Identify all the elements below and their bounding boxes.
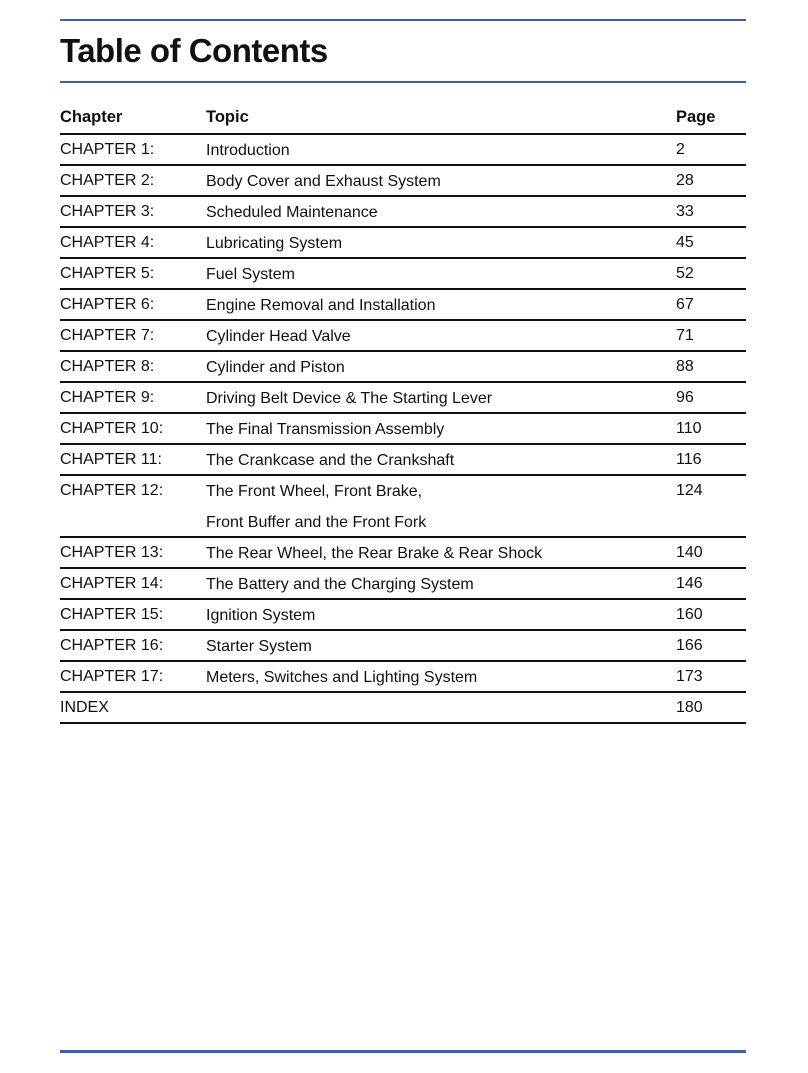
toc-row[interactable] — [60, 166, 746, 197]
toc-topic-text: Ignition System — [206, 607, 316, 624]
toc-chapter: CHAPTER 9: — [60, 389, 155, 406]
header-page: Page — [676, 108, 716, 126]
toc-topic-text: Cylinder Head Valve — [206, 328, 351, 345]
toc-page: 71 — [676, 327, 694, 344]
toc-topic-text: Fuel System — [206, 266, 295, 283]
toc-row[interactable] — [60, 631, 746, 662]
toc-topic — [206, 358, 676, 377]
toc-row[interactable] — [60, 383, 746, 414]
toc-chapter: CHAPTER 13: — [60, 544, 164, 561]
page-title: Table of Contents — [60, 32, 328, 69]
toc-row[interactable] — [60, 476, 746, 538]
bottom-rule — [60, 1050, 746, 1053]
toc-row[interactable] — [60, 445, 746, 476]
toc-table — [60, 102, 746, 724]
toc-page: 180 — [676, 699, 703, 716]
toc-topic — [206, 606, 676, 625]
toc-row[interactable] — [60, 569, 746, 600]
toc-row[interactable] — [60, 600, 746, 631]
toc-topic-text: The Front Wheel, Front Brake, — [206, 483, 423, 500]
toc-row[interactable] — [60, 538, 746, 569]
header-topic: Topic — [206, 108, 249, 126]
toc-row[interactable] — [60, 662, 746, 693]
toc-page: 96 — [676, 389, 694, 406]
toc-page: 166 — [676, 637, 703, 654]
toc-topic-text: The Crankcase and the Crankshaft — [206, 452, 455, 469]
toc-topic-text: The Battery and the Charging System — [206, 576, 474, 593]
toc-topic — [206, 420, 676, 439]
toc-chapter: INDEX — [60, 699, 109, 716]
toc-topic-text: Starter System — [206, 638, 312, 655]
toc-row[interactable] — [60, 135, 746, 166]
toc-chapter: CHAPTER 10: — [60, 420, 164, 437]
header-chapter: Chapter — [60, 108, 123, 126]
toc-topic — [206, 575, 676, 594]
toc-chapter: CHAPTER 3: — [60, 203, 155, 220]
toc-chapter: CHAPTER 14: — [60, 575, 164, 592]
toc-page: 116 — [676, 451, 702, 468]
toc-topic — [206, 668, 676, 687]
toc-chapter: CHAPTER 6: — [60, 296, 155, 313]
toc-topic-text: Scheduled Maintenance — [206, 204, 378, 221]
toc-chapter: CHAPTER 5: — [60, 265, 155, 282]
toc-page: 28 — [676, 172, 694, 189]
toc-topic — [206, 637, 676, 656]
toc-topic-text: The Rear Wheel, the Rear Brake & Rear Shock — [206, 545, 543, 562]
toc-row[interactable] — [60, 352, 746, 383]
toc-topic-text: Lubricating System — [206, 235, 343, 252]
toc-row[interactable] — [60, 414, 746, 445]
toc-topic-text: Meters, Switches and Lighting System — [206, 669, 478, 686]
toc-row[interactable] — [60, 197, 746, 228]
toc-chapter: CHAPTER 2: — [60, 172, 155, 189]
toc-chapter: CHAPTER 15: — [60, 606, 164, 623]
toc-topic — [206, 451, 676, 470]
toc-page: 124 — [676, 482, 703, 499]
toc-row[interactable] — [60, 693, 746, 724]
toc-page: 146 — [676, 575, 703, 592]
toc-topic — [206, 544, 676, 563]
toc-page: 140 — [676, 544, 703, 561]
toc-chapter: CHAPTER 17: — [60, 668, 164, 685]
toc-topic-text: Driving Belt Device & The Starting Lever — [206, 390, 493, 407]
toc-chapter: CHAPTER 12: — [60, 482, 164, 499]
toc-page: 110 — [676, 420, 702, 437]
toc-row[interactable] — [60, 259, 746, 290]
toc-topic — [206, 141, 676, 160]
toc-header-row — [60, 102, 746, 135]
top-rule — [60, 19, 746, 21]
toc-page: 173 — [676, 668, 703, 685]
toc-topic — [206, 327, 676, 346]
toc-topic-text: Body Cover and Exhaust System — [206, 173, 441, 190]
toc-page: 88 — [676, 358, 694, 375]
title-rule — [60, 81, 746, 83]
toc-page: 33 — [676, 203, 694, 220]
toc-chapter: CHAPTER 16: — [60, 637, 164, 654]
toc-page: 160 — [676, 606, 703, 623]
toc-chapter: CHAPTER 1: — [60, 141, 155, 158]
toc-chapter: CHAPTER 7: — [60, 327, 155, 344]
toc-topic-text: The Final Transmission Assembly — [206, 421, 445, 438]
toc-topic — [206, 389, 676, 408]
toc-page: 67 — [676, 296, 694, 313]
toc-chapter: CHAPTER 4: — [60, 234, 155, 251]
toc-topic — [206, 296, 676, 315]
toc-page: 45 — [676, 234, 694, 251]
toc-row[interactable] — [60, 321, 746, 352]
toc-topic — [206, 234, 676, 253]
toc-row[interactable] — [60, 290, 746, 321]
toc-topic — [206, 265, 676, 284]
toc-topic-text: Introduction — [206, 142, 290, 159]
toc-row[interactable] — [60, 228, 746, 259]
toc-chapter: CHAPTER 8: — [60, 358, 155, 375]
toc-page: 2 — [676, 141, 685, 158]
toc-topic — [206, 482, 676, 532]
toc-chapter: CHAPTER 11: — [60, 451, 162, 468]
toc-topic — [206, 172, 676, 191]
toc-topic-continuation: Front Buffer and the Front Fork — [206, 514, 427, 531]
toc-page: 52 — [676, 265, 694, 282]
toc-topic-text: Cylinder and Piston — [206, 359, 345, 376]
toc-topic — [206, 203, 676, 222]
toc-topic-text: Engine Removal and Installation — [206, 297, 436, 314]
